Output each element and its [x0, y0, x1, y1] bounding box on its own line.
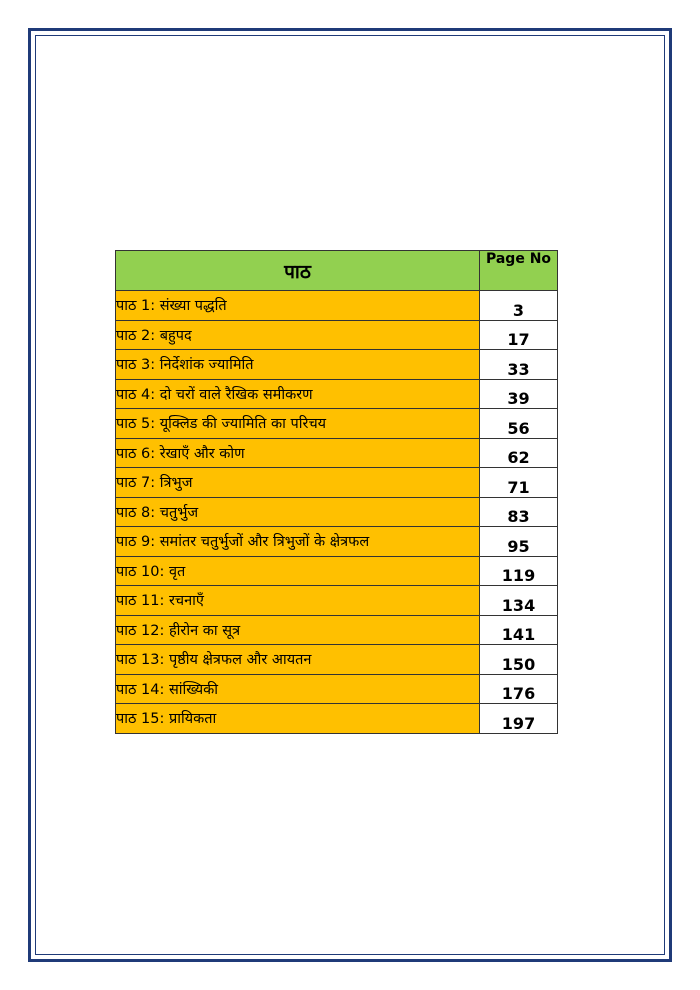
page-number: 56	[480, 409, 558, 439]
table-row	[116, 291, 558, 321]
page-number: 150	[480, 645, 558, 675]
lesson-title: पाठ 12: हीरोन का सूत्र	[116, 615, 480, 645]
table-of-contents	[115, 250, 558, 734]
table-row	[116, 497, 558, 527]
table-row	[116, 438, 558, 468]
lesson-title: पाठ 4: दो चरों वाले रैखिक समीकरण	[116, 379, 480, 409]
page-column-header: Page No	[480, 251, 558, 291]
page-number: 119	[480, 556, 558, 586]
table-row	[116, 409, 558, 439]
table-row	[116, 320, 558, 350]
lesson-title: पाठ 9: समांतर चतुर्भुजों और त्रिभुजों के क्षेत्रफल	[116, 527, 480, 557]
page-number: 134	[480, 586, 558, 616]
lesson-title: पाठ 15: प्रायिकता	[116, 704, 480, 734]
page-number: 33	[480, 350, 558, 380]
lesson-title: पाठ 3: निर्देशांक ज्यामिति	[116, 350, 480, 380]
page-number: 17	[480, 320, 558, 350]
lesson-title: पाठ 6: रेखाएँ और कोण	[116, 438, 480, 468]
table-row	[116, 350, 558, 380]
table-row	[116, 556, 558, 586]
lesson-title: पाठ 7: त्रिभुज	[116, 468, 480, 498]
header-row	[116, 251, 558, 291]
page-number: 3	[480, 291, 558, 321]
page-number: 39	[480, 379, 558, 409]
page-number: 176	[480, 674, 558, 704]
lesson-title: पाठ 8: चतुर्भुज	[116, 497, 480, 527]
lesson-title: पाठ 14: सांख्यिकी	[116, 674, 480, 704]
lesson-title: पाठ 2: बहुपद	[116, 320, 480, 350]
page-number: 71	[480, 468, 558, 498]
lesson-title: पाठ 13: पृष्ठीय क्षेत्रफल और आयतन	[116, 645, 480, 675]
page-number: 62	[480, 438, 558, 468]
table-row	[116, 704, 558, 734]
page-number: 141	[480, 615, 558, 645]
table-row	[116, 674, 558, 704]
lesson-column-header: पाठ	[116, 251, 480, 291]
table-row	[116, 615, 558, 645]
table-row	[116, 586, 558, 616]
page-number: 197	[480, 704, 558, 734]
lesson-title: पाठ 1: संख्या पद्धति	[116, 291, 480, 321]
lesson-title: पाठ 10: वृत	[116, 556, 480, 586]
lesson-title: पाठ 11: रचनाएँ	[116, 586, 480, 616]
table-row	[116, 379, 558, 409]
table-row	[116, 468, 558, 498]
table-row	[116, 527, 558, 557]
page-number: 95	[480, 527, 558, 557]
page-number: 83	[480, 497, 558, 527]
lesson-title: पाठ 5: यूक्लिड की ज्यामिति का परिचय	[116, 409, 480, 439]
table-row	[116, 645, 558, 675]
